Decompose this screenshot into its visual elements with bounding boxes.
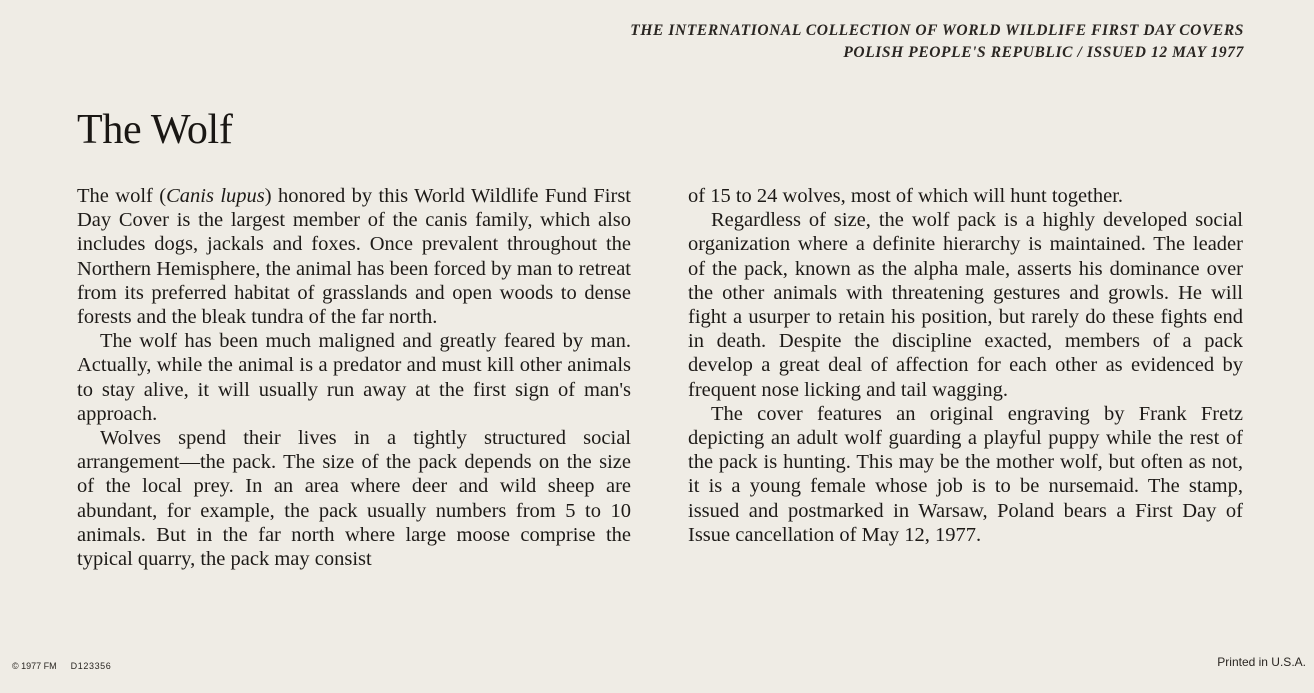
paragraph-pack-size: Wolves spend their lives in a tightly structured social arrangement—the pack. The size of the pack depends on the size of the local prey. In an area where deer and wild sheep are abundant, for example, the pack usually numbers from 5 to 10 animals. But in the far north where large moose comprise the typical quarry, the pack may consist — [77, 427, 631, 571]
printed-note: Printed in U.S.A. — [1217, 655, 1306, 669]
collection-title-line: THE INTERNATIONAL COLLECTION OF WORLD WILDLIFE FIRST DAY COVERS — [630, 22, 1244, 39]
text-column-left — [77, 184, 631, 571]
footer-left — [12, 661, 111, 671]
paragraph-intro — [77, 184, 631, 329]
issue-info-line: POLISH PEOPLE'S REPUBLIC / ISSUED 12 MAY 1977 — [843, 44, 1244, 61]
collection-header — [630, 20, 1244, 64]
intro-text-start: The wolf ( — [77, 185, 167, 207]
page-title: The Wolf — [77, 107, 233, 153]
intro-text-rest: ) honored by this World Wildlife Fund First Day Cover is the largest member of the canis family, which also includes dogs, jackals and foxes. Once prevalent throughout the Northern Hemisphere, the animal has been forced by man to retreat from its preferred habitat of grasslands and open woods to dense forests and the bleak tundra of the far north. — [77, 185, 631, 329]
paragraph-pack-size-continued: of 15 to 24 wolves, most of which will hunt together. — [688, 185, 1124, 207]
item-code: D123356 — [70, 661, 112, 671]
paragraph-cover-description: The cover features an original engraving by Frank Fretz depicting an adult wolf guarding a playful puppy while the rest of the pack is hunting. This may be the mother wolf, but often as not, it is a young female whose job is to be nursemaid. The stamp, issued and postmarked in Warsaw, Poland bears a First Day of Issue cancellation of May 12, 1977. — [688, 402, 1243, 546]
paragraph-reputation: The wolf has been much maligned and greatly feared by man. Actually, while the animal is a predator and must kill other animals to stay alive, it will usually run away at the first sign of man's approach. — [77, 330, 631, 425]
copyright-text: © 1977 FM — [12, 661, 57, 671]
paragraph-hierarchy: Regardless of size, the wolf pack is a highly developed social organization where a definite hierarchy is maintained. The leader of the pack, known as the alpha male, asserts his dominance over the other animals with threatening gestures and growls. He will fight a usurper to retain his position, but rarely do these fights end in death. Despite the discipline exacted, members of a pack develop a great deal of affection for each other as evidenced by frequent nose licking and tail wagging. — [688, 209, 1243, 401]
species-name: Canis lupus — [166, 185, 265, 207]
text-column-right — [688, 184, 1243, 547]
